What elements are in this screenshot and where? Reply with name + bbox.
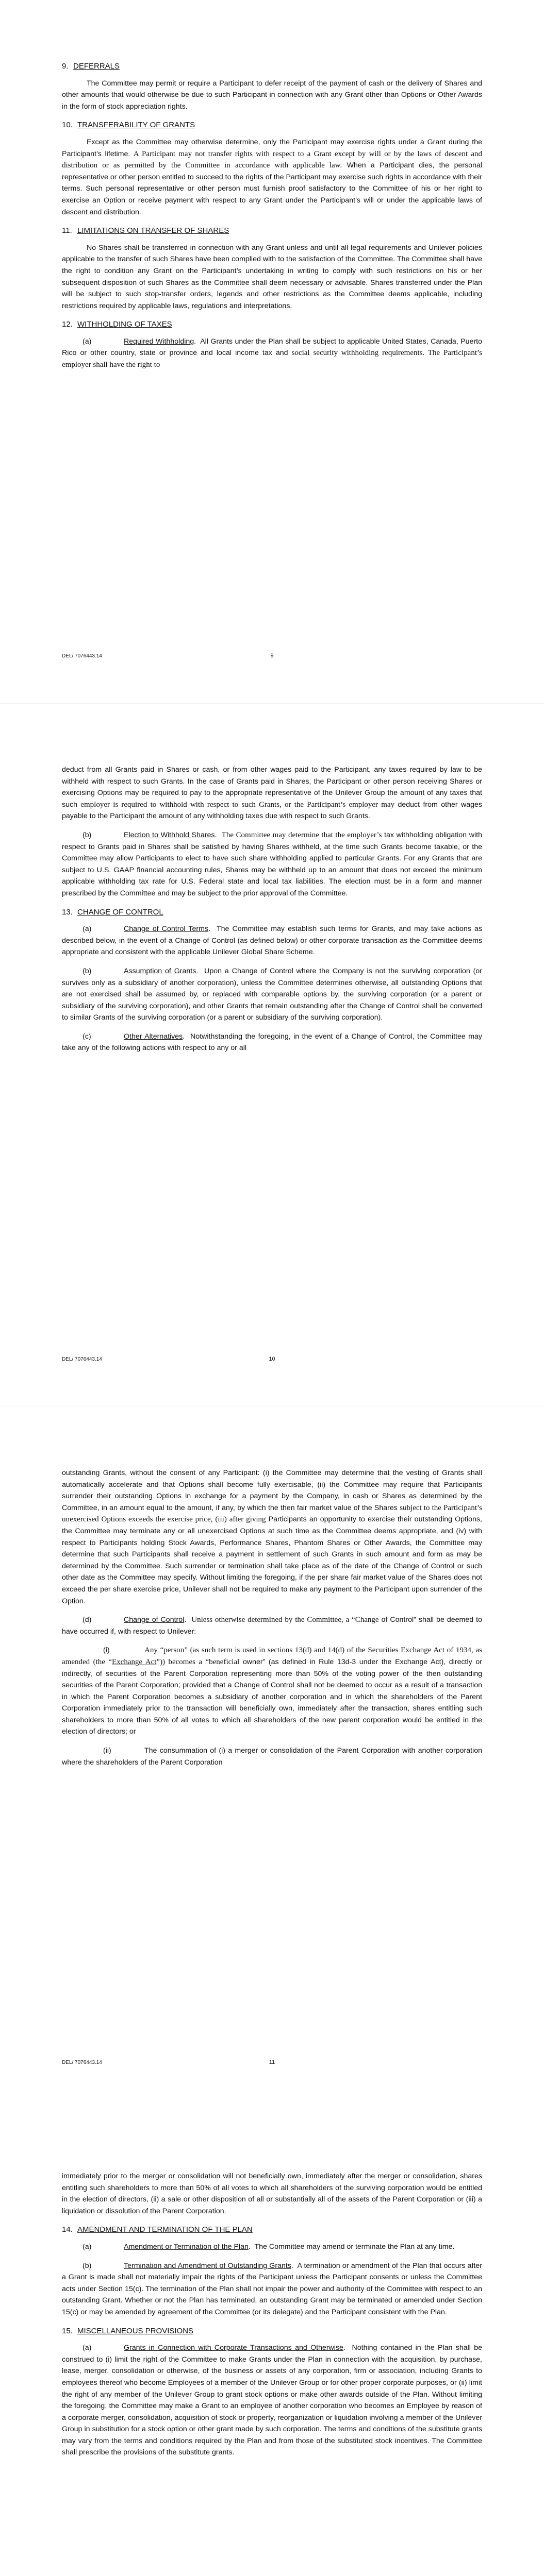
subsection-label: (a) — [83, 2344, 92, 2352]
paragraph-text: Except as the Committee may otherwise determine, only the Participant may exercise rights under a Grant during the Participant’s lifetime. — [62, 138, 482, 158]
section-paragraph — [62, 137, 482, 218]
section-heading-deferrals — [62, 61, 482, 73]
paragraph-text: No Shares shall be transferred in connection with any Grant unless and until all legal requirements and Unilever policies applicable to the transfer of such Shares have been complied with to the satisfaction of the Committee. The Committee shall have the right to condition any Grant on the Participant’s undertaking in writing to comply with such restrictions on his or her subsequent disposition of such Shares as the Committee shall deem necessary or advisable. — [62, 243, 482, 287]
section-heading-miscellaneous — [62, 2326, 482, 2337]
section-number: 9. — [62, 62, 69, 71]
subsection-label: (c) — [83, 1032, 91, 1041]
paragraph-text: of Control” shall be deemed to have occurred if, with respect to Unilever: — [62, 1616, 482, 1636]
page-number: 11 — [269, 2059, 275, 2065]
document-page-9 — [0, 0, 544, 703]
document-page-11 — [0, 1406, 544, 2110]
page-body — [62, 2171, 482, 2460]
section-text: The Committee may permit or require a Participant to defer receipt of the payment of cash or the delivery of Shares and other amounts that would otherwise be due to such Participant in connection with any Grant other than Options or Other Awards in the form of stock appreciation rights. — [62, 79, 482, 111]
paragraph-text: The Committee may establish such terms for Grants, and may take actions as described below, in the event of a Change of Control (as defined below) or other corporate transaction as the Committee deems appropriate and consistent with the applicable Unilever Global Share Scheme. — [62, 925, 482, 957]
page-footer — [62, 653, 482, 664]
paragraph-text-serif: Securities Exchange Act of 1934, as amended (the “ — [62, 1646, 482, 1666]
section-heading-change-of-control — [62, 907, 482, 919]
subsection-title: Other Alternatives — [124, 1032, 183, 1041]
document-id: DEL/ 7076443.14 — [62, 2060, 102, 2065]
paragraph-text: owner” (as defined in Rule 13d-3 under the Exchange Act), directly or indirectly, of securities of the Parent Corporation representing more than 50% of the voting power of the then outstanding securities of the Parent Corporation; provided that a Change of Control shall not be deemed to occur as a result of a transaction in which the Parent Corporation becomes a subsidiary of another corporation and in which the shareholders of the Parent Corporation immediately prior to the transaction will beneficially own, immediately after the transaction, shares entitling such shareholders to more than 50% of all votes to which all shareholders of the new parent corporation would be entitled in the election of directors; or — [62, 1657, 482, 1736]
document-id: DEL/ 7076443.14 — [62, 653, 102, 659]
section-heading-amendment — [62, 2224, 482, 2236]
subsection-b: (b) Election to Withhold Shares. The Committee may determine that the employer’s tax withholding obligation with respect to Grants paid in Shares shall be satisfied by having Shares withheld, at the time such Grants become taxable, or the Committee may allow Participants to elect to have such share withholding applied to particular Grants. For any Grants that are subject to U.S. GAAP financial accounting rules, Shares may be withheld up to an amount that does not exceed the minimum applicable withholding tax rate for U.S. Federal state and local tax liabilities. The election must be in a form and manner prescribed by the Committee and may be subject to the prior approval of the Committee. — [62, 829, 482, 900]
section-title: DEFERRALS — [73, 62, 120, 71]
section-number: 12. — [62, 320, 73, 329]
paragraph-text: The Committee may amend or terminate the Plan at any time. — [254, 2242, 455, 2251]
continued-paragraph — [62, 1467, 482, 1607]
subsection-title: Required Withholding — [124, 337, 194, 346]
page-footer — [62, 1357, 482, 1367]
section-heading-limitations — [62, 225, 482, 237]
section-title: CHANGE OF CONTROL — [77, 907, 163, 917]
page-body — [62, 1467, 482, 1769]
section-title: AMENDMENT AND TERMINATION OF THE PLAN — [77, 2225, 253, 2234]
subsection-a: (a) Grants in Connection with Corporate Transactions and Otherwise. Nothing contained in the Plan shall be construed to (i) limit the right of the Committee to make Grants under the Plan in connection with the acquisition, by purchase, lease, merger, consolidation or otherwise, of the business or assets of any corporation, firm or association, including Grants to employees thereof who become Employees of a member of the Unilever Group or for other proper corporate purposes, or (ii) limit the right of any member of the Unilever Group to grant stock options or make other awards outside of the Plan. Without limiting the foregoing, the Committee may make a Grant to an employee of another corporation who becomes an Employee by reason of a corporate merger, consolidation, acquisition of stock or property, reorganization or liquidation involving a member of the Unilever Group in substitution for a stock option or other grant made by such corporation. The terms and conditions of the substitute grants may vary from the terms and conditions required by the Plan and from those of the substituted stock incentives. The Committee shall prescribe the provisions of the substitute grants. — [62, 2342, 482, 2459]
paragraph-text: Notwithstanding the foregoing, in the event of a Change of Control, the Committee may take any of the following actions with respect to any or all — [62, 1032, 483, 1053]
paragraph-text-serif: ”)) becomes a “beneficial — [156, 1657, 240, 1666]
subsection-a: (a) Amendment or Termination of the Plan. The Committee may amend or terminate the Plan at any time. — [62, 2241, 482, 2253]
paragraph-text: When a Participant dies, the personal representative or other person entitled to succeed to the rights of the Participant may exercise such rights in accordance with their terms. Such personal representative or other person must furnish proof satisfactory to the Committee of his or her right to exercise an Option or receive payment with respect to any Grant under the Participant’s will or under the applicable laws of descent and distribution. — [62, 161, 483, 216]
paragraph-text: Nothing contained in the Plan shall be construed to (i) limit the right of the Committee to make Grants under the Plan in connection with the acquisition, by purchase, lease, merger, consolidation or otherwise, of the business or assets of any corporation, firm or association, including Grants to employees thereof who become Employees of a member of the Unilever Group or for other proper corporate purposes, or (ii) limit the right of any member of the Unilever Group to grant stock options or make other awards outside of the Plan. Without limiting the foregoing, the Committee may make a Grant to an employee of another corporation who becomes an Employee by reason of a corporate merger, consolidation, acquisition of stock or property, reorganization or liquidation involving a member of the Unilever Group in substitution for a stock option or other grant made by such corporation. The terms and conditions of the substitute grants may vary from the terms and conditions required by the Plan and from those of the substituted stock incentives. The Committee shall prescribe the provisions of the substitute grants. — [62, 2344, 483, 2457]
section-number: 13. — [62, 907, 73, 917]
defined-term: Exchange Act — [112, 1657, 157, 1666]
subsection-label: (b) — [83, 967, 92, 975]
section-title: TRANSFERABILITY OF GRANTS — [77, 121, 195, 130]
subsection-label: (a) — [83, 2242, 92, 2251]
paragraph-text: Shares transferred under the Plan will be subject to such stop-transfer orders, legends and other restrictions as the Committee deems applicable, including restrictions required by applicable laws, regulations and interpretations. — [62, 278, 482, 310]
section-title: WITHHOLDING OF TAXES — [77, 320, 172, 329]
paragraph-text-serif: Any “person” (as such term is used in sections 13(d) and 14(d) of the — [144, 1646, 366, 1655]
paragraph-text: outstanding Grants, without the consent of any Participant: (i) the Committee may determine that the vesting of Grants shall automatically accelerate and that Options shall become fully exercisable, (ii) the Committee may require that Participants surrender their outstanding Options in exchange for a payment by the Company, in cash or Shares as determined by the Committee, in an amount equal to the amount, if any, by which the then fair market value of the Shares — [62, 1469, 482, 1512]
clause-label: (ii) — [103, 1747, 111, 1755]
page-body — [62, 61, 482, 372]
subsection-c: (c) Other Alternatives. Notwithstanding the foregoing, in the event of a Change of Control, the Committee may take any of the following actions with respect to any or all — [62, 1031, 482, 1054]
section-number: 11. — [62, 226, 72, 235]
section-heading-withholding — [62, 319, 482, 331]
paragraph-text: Upon a Change of Control where the Company is not the surviving corporation (or survives only as a subsidiary of another corporation), unless the Committee determines otherwise, all outstanding Options that are not exercised shall be assumed by, or replaced with comparable options by, the surviving corporation (or a parent or subsidiary of the surviving corporation), and other Grants that remain outstanding after the Change of Control shall be converted to similar Grants of the surviving corporation (or a parent or subsidiary of the surviving corporation). — [62, 967, 482, 1022]
clause-label: (i) — [103, 1646, 110, 1655]
document-page-12 — [0, 2110, 544, 2576]
document-id: DEL/ 7076443.14 — [62, 1357, 102, 1362]
page-footer — [62, 2060, 482, 2070]
subsection-label: (b) — [83, 831, 92, 839]
paragraph-text: tax withholding obligation with respect to Grants paid in Shares shall be satisfied by having Shares withheld, at the time such Grants become taxable, or the Committee may allow Participants to elect to have such share withholding applied to particular Grants. For any Grants that are subject to U.S. GAAP financial accounting rules, Shares may be withheld up to an amount that does not exceed the minimum applicable withholding tax rate for U.S. Federal state and local tax liabilities. The election must be in a form and manner prescribed by the Committee and may be subject to the prior approval of the Committee. — [62, 831, 482, 897]
subsection-title: Amendment or Termination of the Plan — [124, 2242, 249, 2251]
paragraph-text: Participants an opportunity to exercise their outstanding Options, the Committee may terminate any or all unexercised Options at such time as the Committee deems appropriate, and (iv) with respect to Participants holding Stock Awards, Performance Shares, Phantom Shares or Other Awards, the Committee may determine that such Participants shall receive a payment in settlement of such Grants in such amount and form as may be determined by the Committee. Such surrender or termination shall take place as of the date of the Change of Control or such other date as the Committee may specify. Without limiting the foregoing, if the per share fair market value of the Shares does not exceed the per share exercise price, Unilever shall not be required to make any payment to the Participant upon surrender of the Option. — [62, 1515, 483, 1605]
continued-paragraph — [62, 764, 482, 822]
paragraph-text-serif: subject to the Participant’s unexercised Options exceeds the exercise price, (iii) after giving — [62, 1503, 482, 1524]
subsection-a: (a) Required Withholding. All Grants under the Plan shall be subject to applicable United States, Canada, Puerto Rico or other country, state or province and local income tax and social security withholding requirements. The Participant’s employer shall have the right to — [62, 336, 482, 371]
paragraph-text: deduct from other wages payable to the Participant the amount of any withholding taxes due with respect to such Grants. — [62, 800, 482, 821]
paragraph-text: A termination or amendment of the Plan that occurs after a Grant is made shall not materially impair the rights of the Participant unless the Participant consents or unless the Committee acts under Section 15(c). The termination of the Plan shall not impair the power and authority of the Committee with respect to an outstanding Grant. Whether or not the Plan has terminated, an outstanding Grant may be terminated or amended under Section 15(c) or may be amended by agreement of the Committee (or its delegate) and the Participant consistent with the Plan. — [62, 2261, 483, 2316]
page-number: 9 — [270, 653, 274, 659]
page-number: 10 — [269, 1356, 275, 1362]
subsection-title: Change of Control — [124, 1616, 185, 1624]
document-page-10 — [0, 703, 544, 1406]
section-title: LIMITATIONS ON TRANSFER OF SHARES — [77, 226, 229, 235]
section-number: 15. — [62, 2326, 73, 2335]
continued-paragraph: immediately prior to the merger or consolidation will not beneficially own, immediately after the merger or consolidation, shares entitling such shareholders to more than 50% of all votes to which all shareholders of the surviving corporation would be entitled in the election of directors, (ii) a sale or other disposition of all or substantially all of the assets of the Parent Corporation or (iii) a liquidation or dissolution of the Parent Corporation. — [62, 2172, 482, 2215]
paragraph-text: All Grants under the Plan shall be subject to applicable United States, Canada, Puerto Rico or other country, state or province and local income tax and — [62, 337, 482, 358]
subsection-title: Grants in Connection with Corporate Transactions and Otherwise — [124, 2344, 343, 2352]
paragraph-text: deduct from all Grants paid in Shares or cash, or from other wages paid to the Participant, any taxes required by law to be withheld with respect to such Grants. In the case of Grants paid in Shares, the Participant or other person receiving Shares or exercising Options may be required to pay to the appropriate representative of the Unilever Group the amount of any taxes that such — [62, 766, 482, 809]
subsection-b: (b) Termination and Amendment of Outstanding Grants. A termination or amendment of the Plan that occurs after a Grant is made shall not materially impair the rights of the Participant unless the Participant consents or unless the Committee acts under Section 15(c). The termination of the Plan shall not impair the power and authority of the Committee with respect to an outstanding Grant. Whether or not the Plan has terminated, an outstanding Grant may be terminated or amended under Section 15(c) or may be amended by agreement of the Committee (or its delegate) and the Participant consistent with the Plan. — [62, 2260, 482, 2318]
subsection-d: (d) Change of Control. Unless otherwise determined by the Committee, a “Change of Control” shall be deemed to have occurred if, with respect to Unilever: — [62, 1614, 482, 1637]
clause-i — [62, 1645, 482, 1738]
subsection-b: (b) Assumption of Grants. Upon a Change of Control where the Company is not the surviving corporation (or survives only as a subsidiary of another corporation), unless the Committee determines otherwise, all outstanding Options that are not exercised shall be assumed by, or replaced with comparable options by, the surviving corporation (or a parent or subsidiary of the surviving corporation), and other Grants that remain outstanding after the Change of Control shall be converted to similar Grants of the surviving corporation (or a parent or subsidiary of the surviving corporation). — [62, 965, 482, 1024]
paragraph-text-serif: Unless otherwise determined by the Committee, a “Change — [191, 1616, 379, 1624]
subsection-title: Election to Withhold Shares — [124, 831, 215, 839]
subsection-title: Assumption of Grants — [124, 967, 196, 975]
paragraph-text-serif: A Participant may not transfer rights with respect to a Grant except by will or by the laws of descent and distribution or as permitted by the Committee in accordance with applicable law. — [62, 149, 483, 170]
section-heading-transferability — [62, 120, 482, 131]
clause-ii — [62, 1745, 482, 1768]
subsection-label: (a) — [83, 925, 92, 934]
paragraph-text: The consummation of (i) a merger or consolidation of the Parent Corporation with another corporation where the shareholders of the Parent Corporation — [62, 1747, 482, 1767]
section-title: MISCELLANEOUS PROVISIONS — [77, 2326, 194, 2335]
section-number: 14. — [62, 2225, 73, 2234]
subsection-a: (a) Change of Control Terms. The Committee may establish such terms for Grants, and may take actions as described below, in the event of a Change of Control (as defined below) or other corporate transaction as the Committee deems appropriate and consistent with the applicable Unilever Global Share Scheme. — [62, 923, 482, 958]
section-number: 10. — [62, 121, 73, 130]
paragraph-text-serif: employer is required to withhold with respect to such Grants, or the Participant’s employer may — [80, 800, 395, 809]
subsection-label: (a) — [83, 337, 92, 346]
section-paragraph — [62, 242, 482, 312]
paragraph-text-serif: social security withholding requirements. The Participant’s employer shall have the right to — [62, 349, 482, 369]
subsection-title: Change of Control Terms — [124, 925, 208, 934]
paragraph-text-serif: The Committee may determine that the employer’s — [221, 831, 382, 839]
subsection-label: (d) — [83, 1616, 92, 1624]
subsection-label: (b) — [83, 2261, 92, 2270]
page-body — [62, 764, 482, 1055]
subsection-title: Termination and Amendment of Outstanding Grants — [124, 2261, 291, 2270]
